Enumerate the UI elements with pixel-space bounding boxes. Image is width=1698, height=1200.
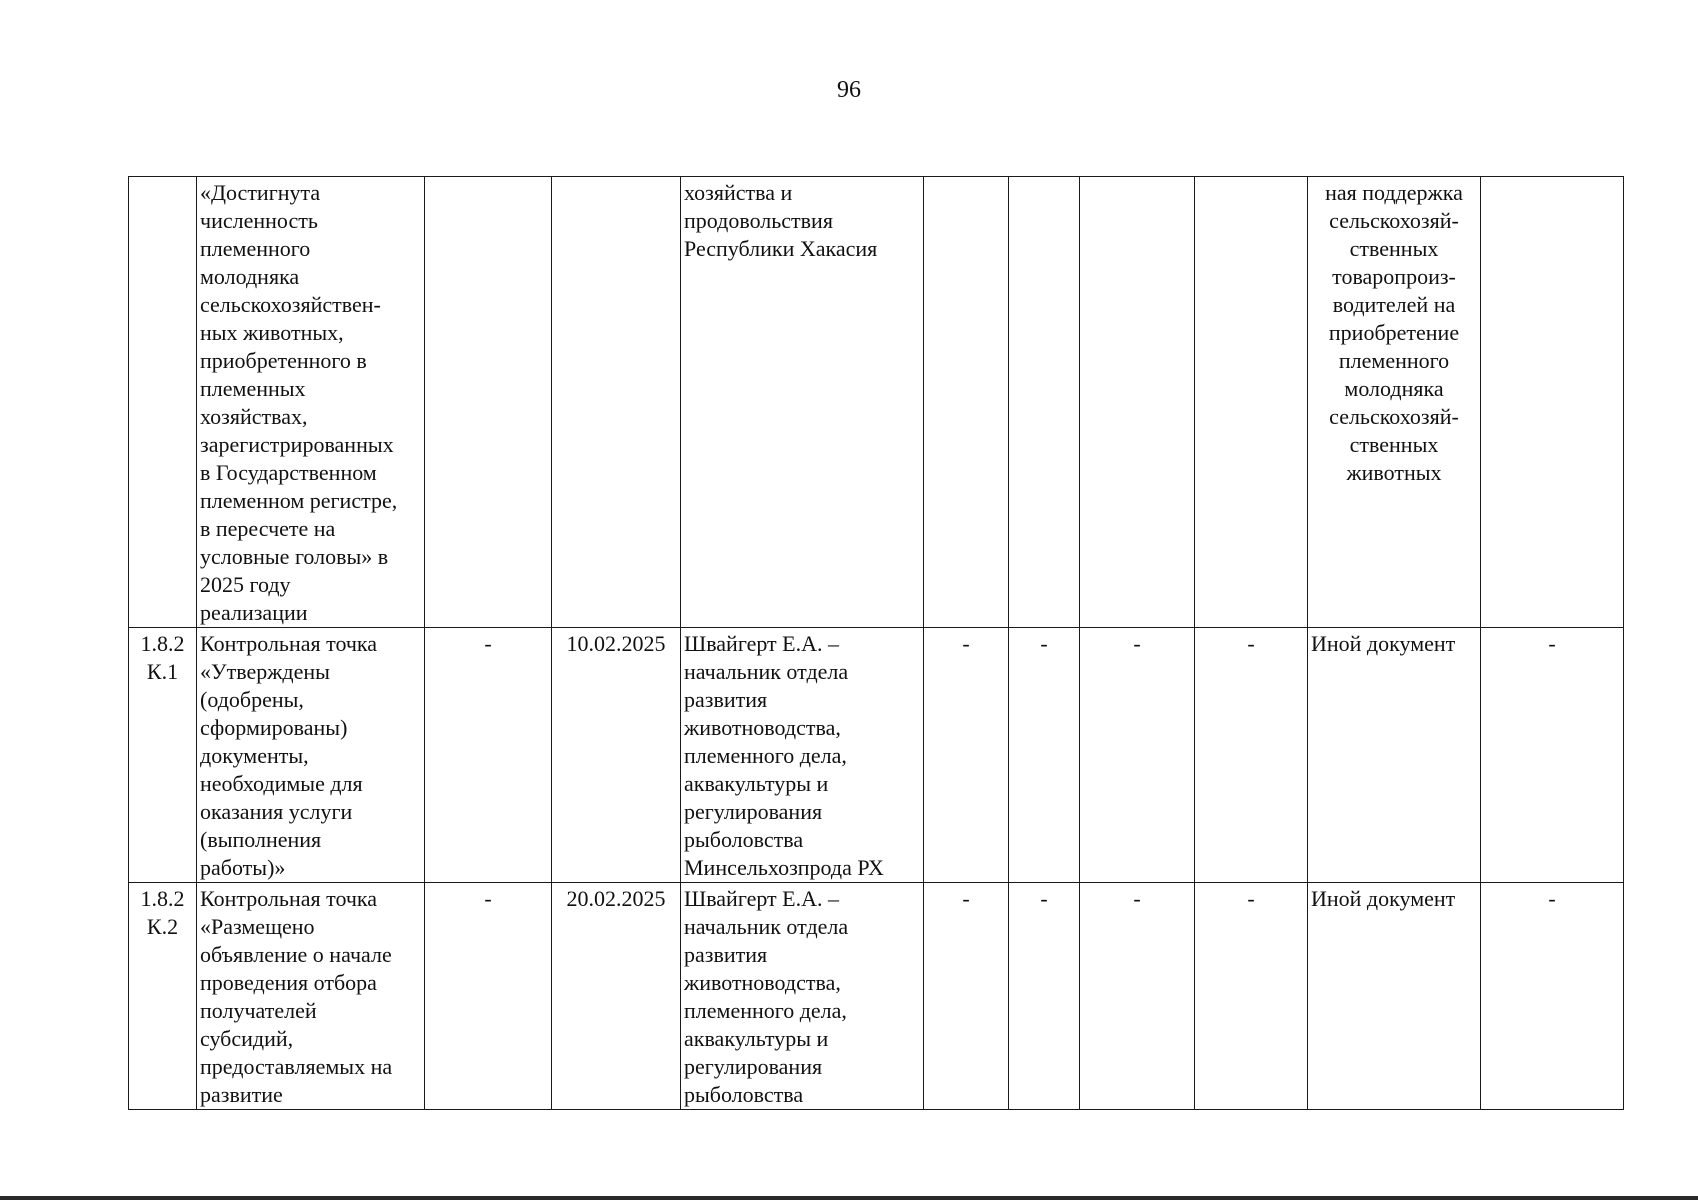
cell-line: хозяйства и bbox=[684, 180, 793, 205]
cell-line: Контрольная точка bbox=[200, 631, 378, 656]
cell-line: племенного дела, bbox=[684, 998, 847, 1023]
table-row bbox=[129, 628, 1624, 883]
table-row bbox=[129, 883, 1624, 1110]
cell-date bbox=[552, 177, 681, 628]
cell-col8: - bbox=[1080, 883, 1195, 1110]
cell-col3 bbox=[425, 177, 552, 628]
cell-line: животноводства, bbox=[684, 715, 841, 740]
cell-line: ных животных, bbox=[200, 320, 344, 345]
cell-line: молодняка bbox=[1344, 376, 1444, 401]
cell-col7: - bbox=[1009, 883, 1080, 1110]
cell-line: начальник отдела bbox=[684, 659, 849, 684]
cell-line: товаропроиз- bbox=[1332, 264, 1456, 289]
cell-document-type bbox=[1308, 883, 1481, 1110]
cell-line: в Государственном bbox=[200, 460, 377, 485]
cell-line: животноводства, bbox=[684, 970, 841, 995]
cell-col8 bbox=[1080, 177, 1195, 628]
plan-table bbox=[128, 176, 1624, 1110]
cell-col11: - bbox=[1481, 883, 1624, 1110]
cell-line: приобретенного в bbox=[200, 348, 367, 373]
cell-event-name bbox=[197, 628, 425, 883]
cell-responsible bbox=[681, 883, 924, 1110]
table-row bbox=[129, 177, 1624, 628]
cell-col6: - bbox=[924, 628, 1009, 883]
cell-col6 bbox=[924, 177, 1009, 628]
cell-line: работы)» bbox=[200, 855, 286, 880]
cell-col11 bbox=[1481, 177, 1624, 628]
cell-line: объявление о начале bbox=[200, 942, 392, 967]
cell-col9 bbox=[1195, 177, 1308, 628]
cell-date: 20.02.2025 bbox=[552, 883, 681, 1110]
cell-line: сформированы) bbox=[200, 715, 348, 740]
cell-line: субсидий, bbox=[200, 1026, 294, 1051]
cell-col11: - bbox=[1481, 628, 1624, 883]
cell-event-name bbox=[197, 177, 425, 628]
cell-number bbox=[129, 628, 197, 883]
cell-line: начальник отдела bbox=[684, 914, 849, 939]
cell-line: К.1 bbox=[146, 659, 179, 684]
cell-line: рыболовства bbox=[684, 827, 804, 852]
cell-line: продовольствия bbox=[684, 208, 833, 233]
cell-line: ственных bbox=[1349, 432, 1439, 457]
cell-line: Швайгерт Е.А. – bbox=[684, 631, 839, 656]
cell-line: молодняка bbox=[200, 264, 300, 289]
cell-line: водителей на bbox=[1332, 292, 1456, 317]
cell-line: (одобрены, bbox=[200, 687, 304, 712]
cell-line: Минсельхозпрода РХ bbox=[684, 855, 884, 880]
cell-line: 1.8.2 bbox=[140, 886, 185, 911]
cell-line: оказания услуги bbox=[200, 799, 353, 824]
cell-line: сельскохозяй- bbox=[1329, 208, 1459, 233]
cell-line: Республики Хакасия bbox=[684, 236, 878, 261]
cell-line: регулирования bbox=[684, 799, 823, 824]
cell-line: регулирования bbox=[684, 1054, 823, 1079]
cell-line: (выполнения bbox=[200, 827, 322, 852]
cell-line: животных bbox=[1346, 460, 1442, 485]
cell-line: условные головы» в bbox=[200, 544, 389, 569]
cell-line: 1.8.2 bbox=[140, 631, 185, 656]
cell-col9: - bbox=[1195, 628, 1308, 883]
scan-bottom-edge bbox=[0, 1196, 1698, 1200]
cell-line: племенного дела, bbox=[684, 743, 847, 768]
cell-line: предоставляемых на bbox=[200, 1054, 393, 1079]
cell-line: Контрольная точка bbox=[200, 886, 378, 911]
cell-line: племенного bbox=[1338, 348, 1450, 373]
cell-line: рыболовства bbox=[684, 1082, 804, 1107]
cell-line: хозяйствах, bbox=[200, 404, 308, 429]
cell-line: Иной документ bbox=[1311, 886, 1456, 911]
cell-line: племенных bbox=[200, 376, 306, 401]
cell-line: численность bbox=[200, 208, 318, 233]
cell-line: документы, bbox=[200, 743, 309, 768]
cell-line: «Размещено bbox=[200, 914, 315, 939]
cell-line: племенного bbox=[200, 236, 311, 261]
cell-line: «Достигнута bbox=[200, 180, 321, 205]
cell-line: реализации bbox=[200, 600, 308, 625]
cell-line: К.2 bbox=[146, 914, 179, 939]
cell-col7: - bbox=[1009, 628, 1080, 883]
cell-line: развитие bbox=[200, 1082, 283, 1107]
cell-line: ная поддержка bbox=[1325, 180, 1463, 205]
cell-line: приобретение bbox=[1328, 320, 1460, 345]
cell-line: аквакультуры и bbox=[684, 1026, 829, 1051]
cell-line: развития bbox=[684, 942, 768, 967]
cell-line: племенном регистре, bbox=[200, 488, 398, 513]
cell-line: сельскохозяйствен- bbox=[200, 292, 381, 317]
cell-line: Швайгерт Е.А. – bbox=[684, 886, 839, 911]
cell-line: получателей bbox=[200, 998, 317, 1023]
cell-col7 bbox=[1009, 177, 1080, 628]
cell-col9: - bbox=[1195, 883, 1308, 1110]
cell-number bbox=[129, 177, 197, 628]
cell-line: сельскохозяй- bbox=[1329, 404, 1459, 429]
cell-responsible bbox=[681, 628, 924, 883]
cell-line: «Утверждены bbox=[200, 659, 330, 684]
cell-date: 10.02.2025 bbox=[552, 628, 681, 883]
cell-line: зарегистрированных bbox=[200, 432, 394, 457]
cell-line: необходимые для bbox=[200, 771, 363, 796]
page-number: 96 bbox=[837, 77, 861, 103]
cell-col3: - bbox=[425, 628, 552, 883]
cell-document-type bbox=[1308, 628, 1481, 883]
cell-event-name bbox=[197, 883, 425, 1110]
cell-line: ственных bbox=[1349, 236, 1439, 261]
cell-col6: - bbox=[924, 883, 1009, 1110]
cell-responsible bbox=[681, 177, 924, 628]
cell-document-type bbox=[1308, 177, 1481, 628]
cell-line: аквакультуры и bbox=[684, 771, 829, 796]
cell-line: в пересчете на bbox=[200, 516, 336, 541]
cell-line: проведения отбора bbox=[200, 970, 377, 995]
cell-number bbox=[129, 883, 197, 1110]
cell-line: развития bbox=[684, 687, 768, 712]
cell-col8: - bbox=[1080, 628, 1195, 883]
cell-line: Иной документ bbox=[1311, 631, 1456, 656]
cell-line: 2025 году bbox=[200, 572, 291, 597]
cell-col3: - bbox=[425, 883, 552, 1110]
